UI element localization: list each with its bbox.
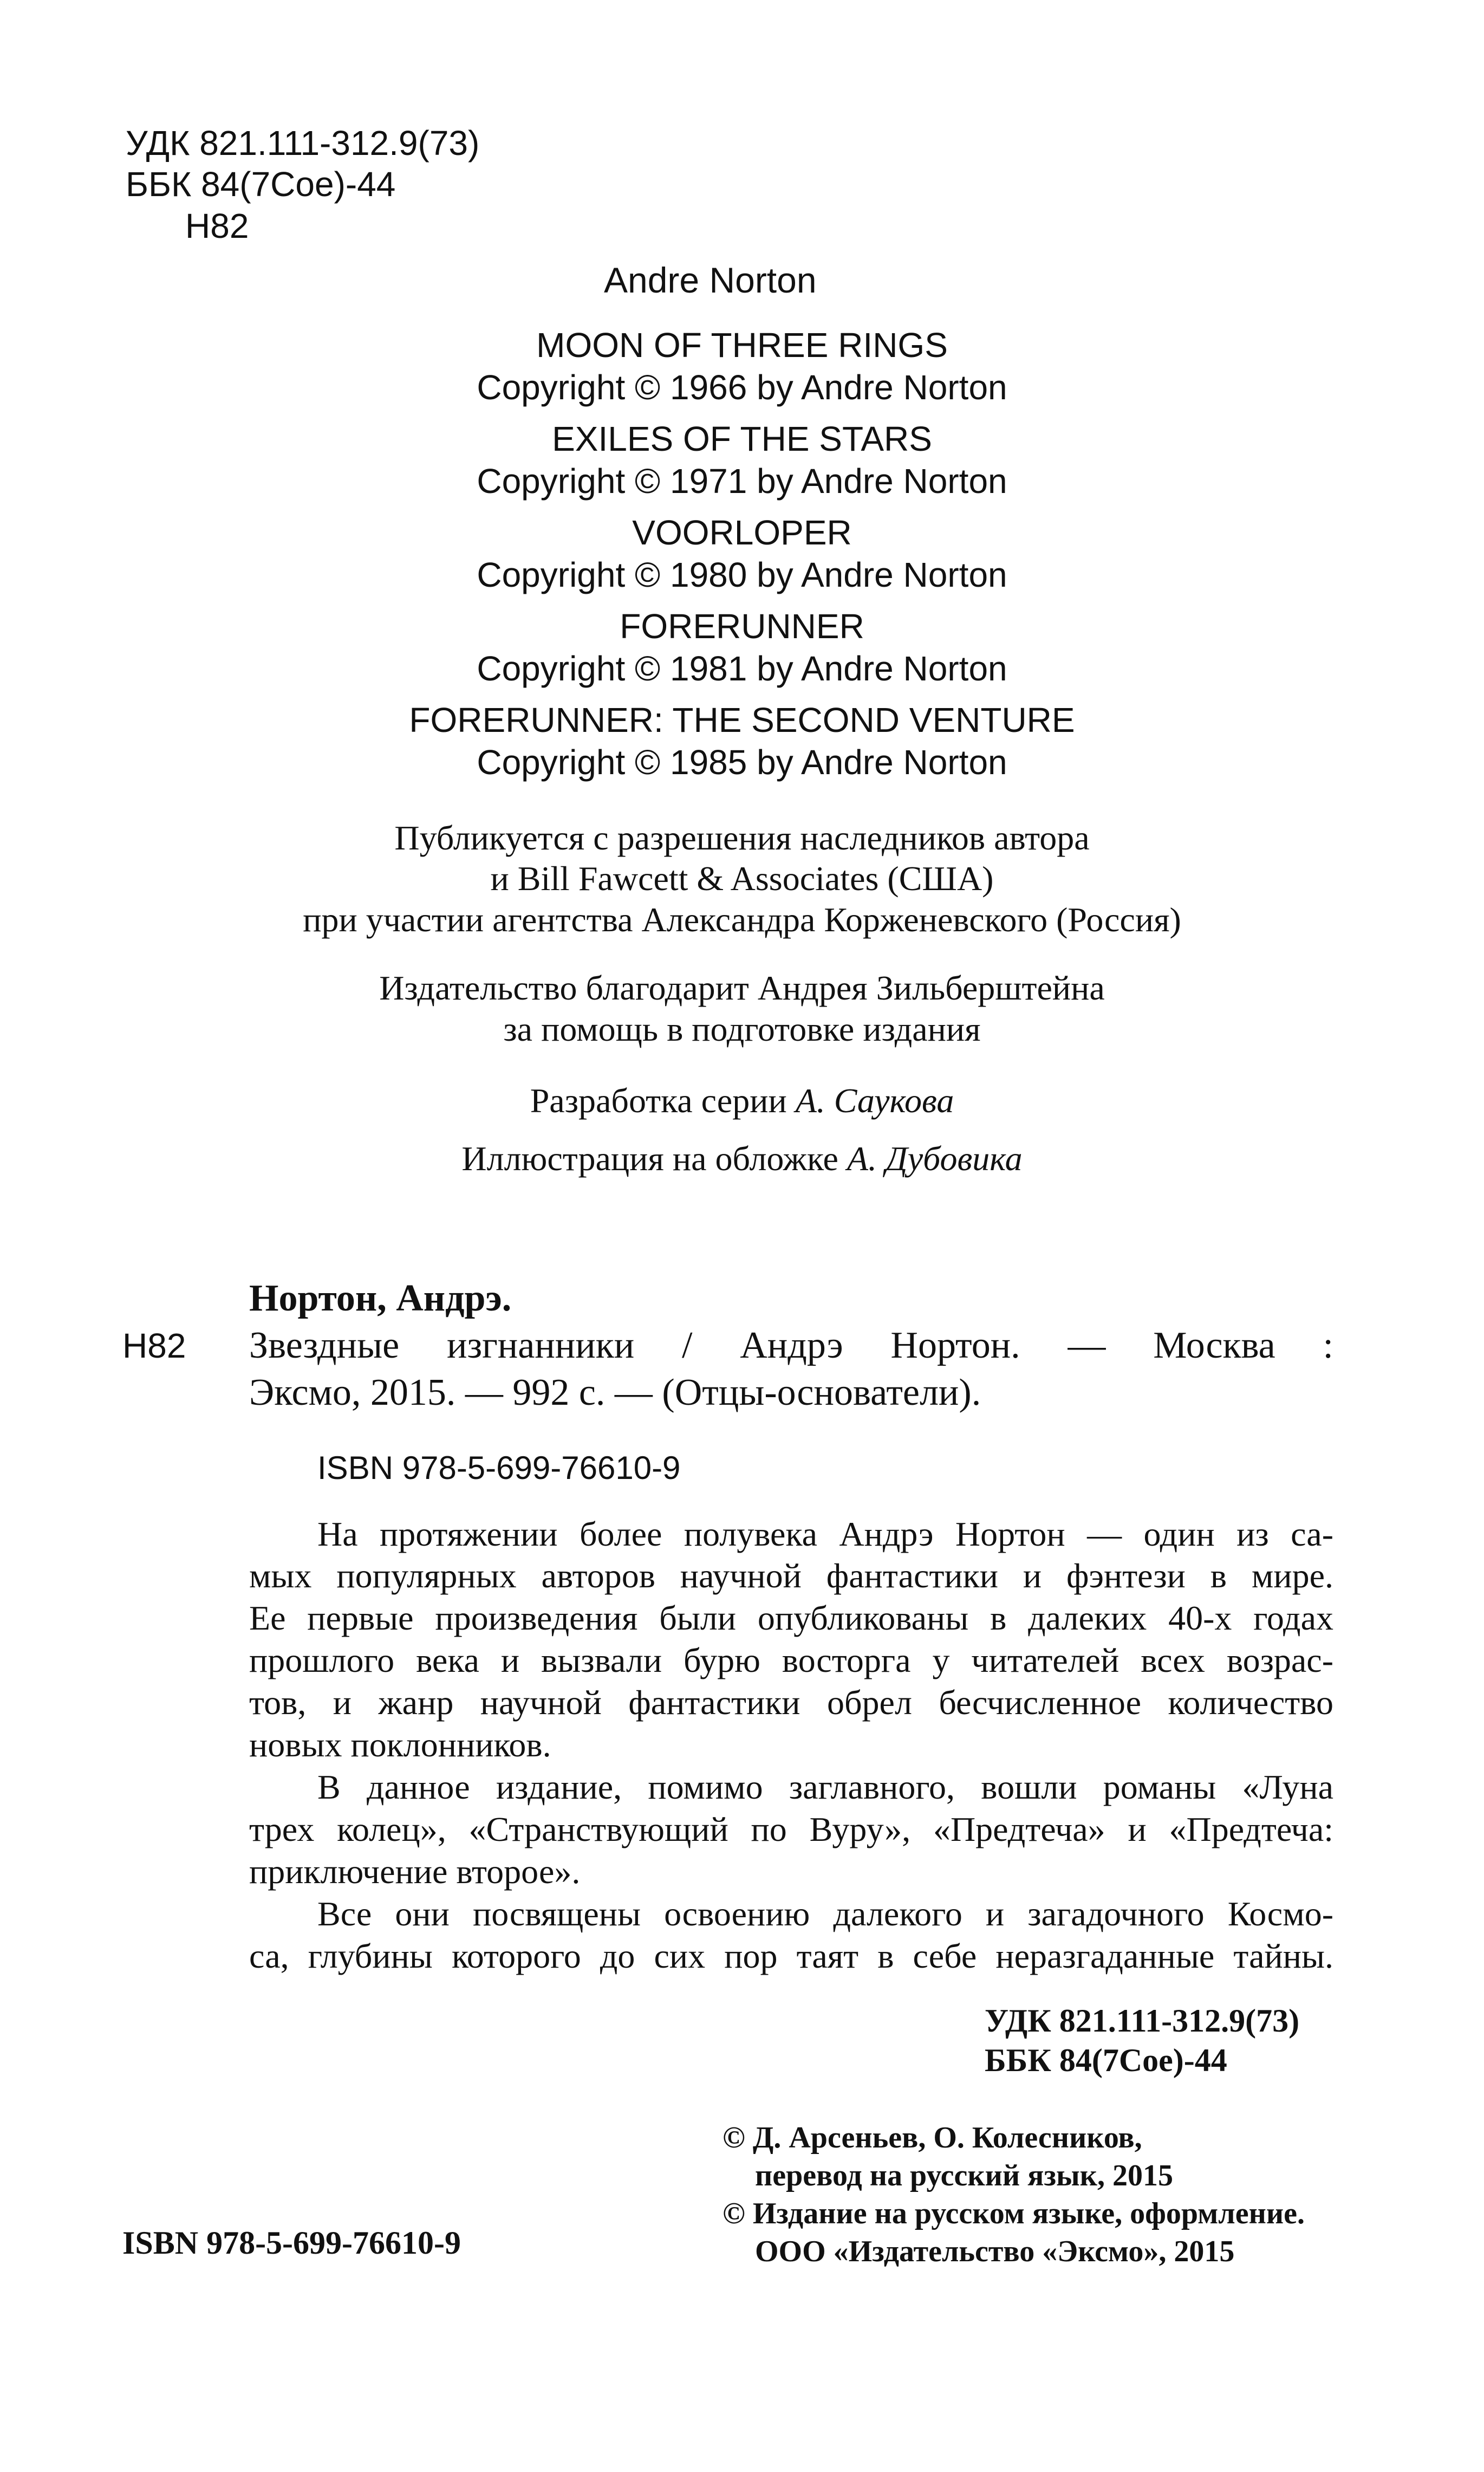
annotation-line: тов, и жанр научной фантастики обрел бесчисленное количество <box>249 1683 1333 1722</box>
cover-credit <box>0 1141 1484 1176</box>
copyright-notice: Copyright © 1985 by Andre Norton <box>477 743 1007 782</box>
annotation-line: Все они посвящены освоению далекого и загадочного Космо- <box>317 1894 1333 1933</box>
series-credit <box>0 1083 1484 1118</box>
copyright-notice: Copyright © 1971 by Andre Norton <box>477 462 1007 501</box>
udk-code-bottom: УДК 821.111-312.9(73) <box>985 2003 1300 2039</box>
copyright-notice: Copyright © 1980 by Andre Norton <box>477 555 1007 594</box>
thanks-line: Издательство благодарит Андрея Зильберштейна <box>379 969 1105 1007</box>
bbk-code-bottom: ББК 84(7Сое)-44 <box>985 2042 1227 2078</box>
catalog-mark: Н82 <box>122 1326 186 1365</box>
udk-code: УДК 821.111-312.9(73) <box>126 124 480 163</box>
permission-line: Публикуется с разрешения наследников автора <box>394 819 1090 857</box>
copyright-title: FORERUNNER: THE SECOND VENTURE <box>409 700 1075 739</box>
thanks-line: за помощь в подготовке издания <box>503 1010 981 1048</box>
footer-isbn: ISBN 978-5-699-76610-9 <box>122 2225 461 2261</box>
catalog-isbn: ISBN 978-5-699-76610-9 <box>317 1450 681 1486</box>
edition-copyright: © Издание на русском языке, оформление. <box>723 2197 1305 2230</box>
annotation-line: трех колец», «Странствующий по Вуру», «Предтеча» и «Предтеча: <box>249 1810 1333 1848</box>
cover-credit-name: А. Дубовика <box>847 1139 1023 1178</box>
copyright-title: MOON OF THREE RINGS <box>536 326 948 365</box>
annotation-line: приключение второе». <box>249 1852 581 1891</box>
cover-credit-label: Иллюстрация на обложке <box>461 1139 838 1178</box>
annotation-line: В данное издание, помимо заглавного, вошли романы «Луна <box>317 1768 1333 1806</box>
edition-copyright: ООО «Издательство «Эксмо», 2015 <box>755 2235 1235 2268</box>
catalog-line: Эксмо, 2015. — 992 с. — (Отцы-основатели). <box>249 1372 981 1413</box>
copyright-title: VOORLOPER <box>632 513 852 552</box>
annotation-line: На протяжении более полувека Андрэ Нортон — один из са- <box>317 1515 1333 1553</box>
permission-line: и Bill Fawcett & Associates (США) <box>490 859 994 898</box>
annotation-line: новых поклонников. <box>249 1725 551 1764</box>
original-author: Andre Norton <box>604 260 817 300</box>
annotation-line: Ее первые произведения были опубликованы в далеких 40-х годах <box>249 1599 1333 1637</box>
copyright-title: FORERUNNER <box>620 607 864 646</box>
copyright-notice: Copyright © 1981 by Andre Norton <box>477 649 1007 688</box>
annotation-line: мых популярных авторов научной фантастики и фэнтези в мире. <box>249 1556 1333 1595</box>
translation-copyright: перевод на русский язык, 2015 <box>755 2159 1173 2192</box>
annotation-line: прошлого века и вызвали бурю восторга у читателей всех возрас- <box>249 1641 1333 1679</box>
bbk-code: ББК 84(7Сое)-44 <box>126 165 396 204</box>
copyright-notice: Copyright © 1966 by Andre Norton <box>477 368 1007 407</box>
series-credit-label: Разработка серии <box>530 1081 787 1120</box>
annotation-line: са, глубины которого до сих пор таят в себе неразгаданные тайны. <box>249 1937 1333 1975</box>
author-mark: Н82 <box>185 206 249 245</box>
series-credit-name: А. Саукова <box>795 1081 954 1120</box>
translation-copyright: © Д. Арсеньев, О. Колесников, <box>723 2121 1142 2155</box>
copyright-title: EXILES OF THE STARS <box>552 419 932 458</box>
catalog-author: Нортон, Андрэ. <box>249 1277 512 1319</box>
permission-line: при участии агентства Александра Корженевского (Россия) <box>303 900 1181 939</box>
catalog-line: Звездные изгнанники / Андрэ Нортон. — Москва : <box>249 1325 1333 1366</box>
